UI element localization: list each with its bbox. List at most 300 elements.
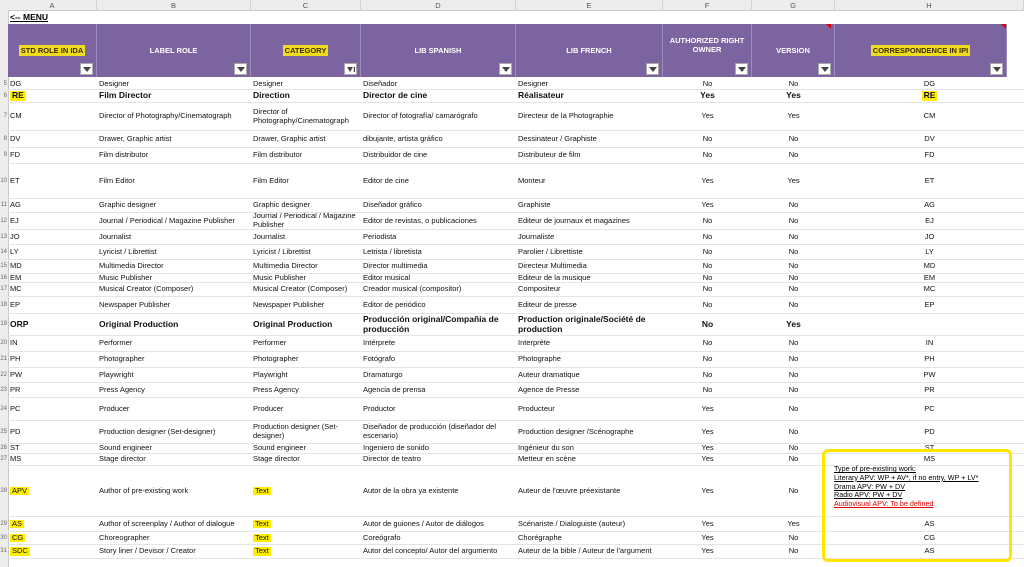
- row-number[interactable]: 7: [3, 113, 7, 119]
- cell-label-role[interactable]: [97, 297, 251, 313]
- cell-ipi[interactable]: [835, 80, 1024, 89]
- cell-authorized[interactable]: [663, 148, 752, 163]
- cell-lib-french[interactable]: [516, 103, 663, 130]
- row-number[interactable]: 25: [0, 428, 7, 435]
- cell-std-role[interactable]: [8, 383, 97, 397]
- cell-authorized[interactable]: [663, 352, 752, 367]
- cell-lib-spanish[interactable]: [361, 545, 516, 558]
- chevron-down-icon: [502, 67, 510, 72]
- cell-ipi-text: EJ: [925, 215, 934, 225]
- cell-std-role[interactable]: [8, 274, 97, 282]
- row-number[interactable]: 24: [0, 405, 7, 412]
- cell-label-role[interactable]: [97, 466, 251, 516]
- header-version: [752, 24, 835, 77]
- row-number[interactable]: 18: [0, 301, 7, 308]
- cell-std-role[interactable]: [8, 532, 97, 544]
- filter-dropdown-std-role[interactable]: [80, 63, 93, 75]
- cell-authorized[interactable]: [663, 444, 752, 453]
- cell-authorized[interactable]: [663, 131, 752, 147]
- note-line: Radio APV: PW + DV: [834, 490, 903, 500]
- cell-std-role[interactable]: [8, 164, 97, 198]
- cell-category[interactable]: [251, 517, 361, 531]
- cell-label-role[interactable]: [97, 148, 251, 163]
- cell-authorized[interactable]: [663, 230, 752, 244]
- cell-label-role[interactable]: [97, 80, 251, 89]
- cell-lib-french[interactable]: [516, 260, 663, 273]
- cell-lib-french[interactable]: [516, 383, 663, 397]
- cell-authorized-text: No: [702, 284, 713, 294]
- cell-label-role[interactable]: [97, 131, 251, 147]
- cell-category[interactable]: [251, 245, 361, 259]
- cell-authorized[interactable]: [663, 164, 752, 198]
- cell-label-role[interactable]: [97, 336, 251, 351]
- cell-category[interactable]: [251, 90, 361, 102]
- cell-std-role[interactable]: [8, 444, 97, 453]
- cell-ipi[interactable]: [835, 90, 1024, 102]
- cell-std-role[interactable]: [8, 260, 97, 273]
- cell-authorized[interactable]: [663, 517, 752, 531]
- filter-dropdown-version[interactable]: [818, 63, 831, 75]
- row-number[interactable]: 29: [0, 520, 7, 527]
- cell-version-text: Yes: [786, 318, 801, 329]
- chevron-down-icon: [738, 67, 746, 72]
- cell-std-role[interactable]: [8, 517, 97, 531]
- cell-lib-spanish[interactable]: [361, 245, 516, 259]
- cell-version-text: No: [788, 150, 799, 160]
- cell-std-role[interactable]: [8, 352, 97, 367]
- row-number[interactable]: 28: [0, 487, 7, 494]
- cell-category[interactable]: [251, 532, 361, 544]
- cell-version[interactable]: [752, 314, 835, 335]
- table-row: [8, 297, 1024, 314]
- cell-lib-french[interactable]: [516, 80, 663, 89]
- cell-lib-spanish-text: Director de teatro: [363, 454, 421, 464]
- cell-std-role[interactable]: [8, 297, 97, 313]
- row-number[interactable]: 22: [0, 371, 7, 378]
- cell-lib-spanish[interactable]: [361, 297, 516, 313]
- cell-std-role[interactable]: [8, 245, 97, 259]
- cell-std-role[interactable]: [8, 213, 97, 229]
- cell-lib-spanish[interactable]: [361, 80, 516, 89]
- cell-category[interactable]: [251, 444, 361, 453]
- column-letter-c[interactable]: C: [251, 0, 361, 11]
- row-number[interactable]: 26: [0, 445, 7, 451]
- cell-std-role[interactable]: [8, 148, 97, 163]
- cell-authorized-text: No: [702, 133, 713, 143]
- cell-category[interactable]: [251, 368, 361, 382]
- cell-authorized[interactable]: [663, 199, 752, 212]
- cell-lib-spanish-text: Editor de periódico: [363, 299, 426, 309]
- cell-ipi[interactable]: [835, 398, 1024, 420]
- cell-std-role[interactable]: [8, 283, 97, 296]
- cell-category[interactable]: [251, 421, 361, 443]
- row-number[interactable]: 12: [0, 217, 7, 224]
- cell-label-role-text: Stage director: [99, 454, 146, 464]
- row-number[interactable]: 19: [0, 321, 7, 327]
- cell-version[interactable]: [752, 398, 835, 420]
- cell-std-role[interactable]: [8, 398, 97, 420]
- cell-lib-spanish-text: Editor de revistas, o publicaciones: [363, 215, 477, 225]
- cell-std-role[interactable]: [8, 336, 97, 351]
- cell-label-role[interactable]: [97, 199, 251, 212]
- cell-std-role[interactable]: [8, 454, 97, 465]
- cell-ipi[interactable]: [835, 103, 1024, 130]
- cell-std-role[interactable]: [8, 131, 97, 147]
- cell-version[interactable]: [752, 274, 835, 282]
- cell-lib-french[interactable]: [516, 274, 663, 282]
- row-number[interactable]: 23: [0, 386, 7, 393]
- cell-ipi[interactable]: [835, 421, 1024, 443]
- cell-authorized-text: Yes: [701, 175, 714, 185]
- cell-category[interactable]: [251, 314, 361, 335]
- row-number[interactable]: 10: [0, 177, 7, 184]
- cell-lib-spanish[interactable]: [361, 444, 516, 453]
- cell-lib-french[interactable]: [516, 230, 663, 244]
- cell-version[interactable]: [752, 421, 835, 443]
- filter-dropdown-lib-french[interactable]: [646, 63, 659, 75]
- cell-std-role-text: PD: [10, 426, 21, 436]
- cell-version[interactable]: [752, 148, 835, 163]
- cell-version-text: No: [788, 231, 799, 241]
- cell-lib-spanish[interactable]: [361, 283, 516, 296]
- cell-lib-spanish[interactable]: [361, 199, 516, 212]
- cell-category[interactable]: [251, 545, 361, 558]
- cell-category-text: Multimedia Director: [253, 261, 318, 271]
- cell-lib-french[interactable]: [516, 148, 663, 163]
- row-number[interactable]: 15: [0, 263, 7, 269]
- cell-std-role-text: ET: [10, 175, 20, 185]
- cell-authorized-text: Yes: [701, 518, 714, 528]
- cell-label-role[interactable]: [97, 213, 251, 229]
- filter-dropdown-authorized[interactable]: [735, 63, 748, 75]
- cell-label-role[interactable]: [97, 545, 251, 558]
- cell-ipi[interactable]: [835, 199, 1024, 212]
- cell-version[interactable]: [752, 283, 835, 296]
- cell-category-text: Production designer (Set-designer): [253, 422, 339, 440]
- cell-authorized[interactable]: [663, 383, 752, 397]
- cell-label-role[interactable]: [97, 164, 251, 198]
- cell-label-role[interactable]: [97, 230, 251, 244]
- cell-category[interactable]: [251, 164, 361, 198]
- cell-ipi[interactable]: [835, 230, 1024, 244]
- row-number[interactable]: 20: [0, 340, 7, 346]
- cell-lib-french[interactable]: [516, 517, 663, 531]
- cell-label-role-text: Story liner / Devisor / Creator: [99, 546, 196, 556]
- cell-ipi[interactable]: [835, 213, 1024, 229]
- cell-category[interactable]: [251, 80, 361, 89]
- cell-label-role[interactable]: [97, 398, 251, 420]
- cell-lib-french[interactable]: [516, 421, 663, 443]
- cell-lib-french[interactable]: [516, 90, 663, 102]
- cell-lib-spanish[interactable]: [361, 368, 516, 382]
- cell-version[interactable]: [752, 213, 835, 229]
- cell-std-role[interactable]: [8, 545, 97, 558]
- cell-lib-french[interactable]: [516, 199, 663, 212]
- cell-ipi[interactable]: [835, 383, 1024, 397]
- cell-ipi[interactable]: [835, 368, 1024, 382]
- cell-authorized[interactable]: [663, 80, 752, 89]
- cell-lib-french[interactable]: [516, 283, 663, 296]
- cell-ipi-text: EM: [923, 274, 936, 282]
- cell-version[interactable]: [752, 352, 835, 367]
- table-row: [8, 274, 1024, 283]
- cell-category[interactable]: [251, 283, 361, 296]
- cell-version[interactable]: [752, 103, 835, 130]
- cell-authorized[interactable]: [663, 532, 752, 544]
- cell-category[interactable]: [251, 398, 361, 420]
- cell-lib-french[interactable]: [516, 444, 663, 453]
- cell-version[interactable]: [752, 80, 835, 89]
- row-number[interactable]: 16: [0, 274, 7, 281]
- cell-category-text: Original Production: [253, 318, 333, 329]
- cell-authorized[interactable]: [663, 466, 752, 516]
- cell-category[interactable]: [251, 466, 361, 516]
- cell-lib-french[interactable]: [516, 466, 663, 516]
- filter-dropdown-label-role[interactable]: [234, 63, 247, 75]
- menu-link[interactable]: <-- MENU: [10, 12, 49, 22]
- cell-std-role[interactable]: [8, 314, 97, 335]
- cell-category[interactable]: [251, 383, 361, 397]
- row-number[interactable]: 17: [0, 286, 7, 292]
- column-letter-b[interactable]: B: [97, 0, 251, 11]
- cell-lib-french[interactable]: [516, 297, 663, 313]
- cell-std-role[interactable]: [8, 103, 97, 130]
- cell-ipi[interactable]: [835, 245, 1024, 259]
- cell-version-text: Yes: [787, 111, 800, 121]
- cell-lib-spanish-text: Distribuidor de cine: [363, 150, 428, 160]
- cell-version[interactable]: [752, 199, 835, 212]
- cell-lib-spanish[interactable]: [361, 398, 516, 420]
- filter-dropdown-lib-spanish[interactable]: [499, 63, 512, 75]
- cell-authorized-text: Yes: [701, 546, 714, 556]
- table-row: [8, 314, 1024, 336]
- cell-label-role[interactable]: [97, 444, 251, 453]
- cell-label-role[interactable]: [97, 352, 251, 367]
- row-number[interactable]: 27: [0, 456, 7, 462]
- cell-ipi-text: MD: [923, 261, 936, 271]
- cell-std-role[interactable]: [8, 230, 97, 244]
- cell-authorized[interactable]: [663, 336, 752, 351]
- cell-lib-french[interactable]: [516, 454, 663, 465]
- row-number[interactable]: 13: [0, 233, 7, 240]
- comment-indicator: [1001, 24, 1006, 29]
- cell-category[interactable]: [251, 260, 361, 273]
- sort-filter-dropdown-category[interactable]: [344, 63, 357, 75]
- row-number[interactable]: 9: [3, 152, 7, 158]
- cell-category[interactable]: [251, 352, 361, 367]
- cell-lib-spanish[interactable]: [361, 213, 516, 229]
- cell-lib-spanish[interactable]: [361, 383, 516, 397]
- cell-authorized[interactable]: [663, 274, 752, 282]
- cell-category[interactable]: [251, 454, 361, 465]
- column-letter-d[interactable]: D: [361, 0, 516, 11]
- cell-lib-spanish[interactable]: [361, 103, 516, 130]
- cell-version[interactable]: [752, 260, 835, 273]
- cell-lib-french-text: Editeur de presse: [518, 299, 577, 309]
- cell-authorized[interactable]: [663, 245, 752, 259]
- cell-authorized[interactable]: [663, 260, 752, 273]
- cell-category[interactable]: [251, 297, 361, 313]
- cell-version[interactable]: [752, 164, 835, 198]
- cell-lib-french[interactable]: [516, 336, 663, 351]
- cell-lib-spanish[interactable]: [361, 421, 516, 443]
- cell-category[interactable]: [251, 148, 361, 163]
- cell-category-text: Musical Creator (Composer): [253, 284, 348, 294]
- cell-lib-spanish[interactable]: [361, 517, 516, 531]
- cell-version[interactable]: [752, 368, 835, 382]
- cell-lib-spanish[interactable]: [361, 352, 516, 367]
- cell-authorized[interactable]: [663, 90, 752, 102]
- cell-version-text: No: [788, 384, 799, 394]
- row-number[interactable]: 8: [3, 135, 7, 142]
- row-number[interactable]: 6: [3, 92, 7, 99]
- row-number[interactable]: 11: [0, 202, 7, 208]
- cell-label-role[interactable]: [97, 103, 251, 130]
- cell-label-role[interactable]: [97, 383, 251, 397]
- cell-label-role[interactable]: [97, 245, 251, 259]
- cell-std-role[interactable]: [8, 90, 97, 102]
- note-line-red: Audiovisual APV: To be defined: [834, 499, 934, 509]
- cell-version[interactable]: [752, 245, 835, 259]
- cell-lib-spanish[interactable]: [361, 131, 516, 147]
- row-number[interactable]: 30: [0, 534, 7, 541]
- cell-category[interactable]: [251, 199, 361, 212]
- cell-authorized[interactable]: [663, 454, 752, 465]
- cell-version[interactable]: [752, 90, 835, 102]
- cell-std-role[interactable]: [8, 368, 97, 382]
- cell-label-role[interactable]: [97, 314, 251, 335]
- cell-lib-french[interactable]: [516, 164, 663, 198]
- cell-label-role[interactable]: [97, 368, 251, 382]
- cell-ipi[interactable]: [835, 148, 1024, 163]
- cell-ipi[interactable]: [835, 336, 1024, 351]
- column-letter-h[interactable]: H: [835, 0, 1024, 11]
- cell-lib-spanish[interactable]: [361, 336, 516, 351]
- cell-lib-spanish-text: Director multimedia: [363, 261, 428, 271]
- table-row: [8, 103, 1024, 131]
- cell-lib-french-text: Editeur de la musique: [518, 274, 591, 282]
- cell-ipi[interactable]: [835, 283, 1024, 296]
- column-letter-f[interactable]: F: [663, 0, 752, 11]
- cell-lib-spanish[interactable]: [361, 164, 516, 198]
- cell-label-role[interactable]: [97, 283, 251, 296]
- row-number[interactable]: 31: [0, 548, 7, 554]
- cell-label-role[interactable]: [97, 517, 251, 531]
- cell-category[interactable]: [251, 103, 361, 130]
- cell-category[interactable]: [251, 230, 361, 244]
- cell-authorized[interactable]: [663, 213, 752, 229]
- cell-std-role[interactable]: [8, 421, 97, 443]
- cell-lib-french[interactable]: [516, 245, 663, 259]
- row-number[interactable]: 5: [3, 81, 7, 87]
- cell-lib-french[interactable]: [516, 398, 663, 420]
- cell-label-role[interactable]: [97, 260, 251, 273]
- cell-category[interactable]: [251, 131, 361, 147]
- cell-authorized[interactable]: [663, 297, 752, 313]
- cell-std-role[interactable]: [8, 466, 97, 516]
- cell-label-role[interactable]: [97, 90, 251, 102]
- cell-lib-spanish-text: Editor musical: [363, 274, 411, 282]
- cell-lib-spanish[interactable]: [361, 454, 516, 465]
- cell-lib-french[interactable]: [516, 532, 663, 544]
- cell-version-text: No: [788, 133, 799, 143]
- cell-ipi[interactable]: [835, 297, 1024, 313]
- cell-std-role-text: AG: [10, 200, 21, 210]
- cell-label-role[interactable]: [97, 532, 251, 544]
- cell-lib-spanish[interactable]: [361, 148, 516, 163]
- cell-authorized[interactable]: [663, 283, 752, 296]
- cell-lib-spanish[interactable]: [361, 466, 516, 516]
- cell-ipi-text: CG: [923, 532, 936, 542]
- cell-ipi[interactable]: [835, 131, 1024, 147]
- cell-label-role[interactable]: [97, 274, 251, 282]
- cell-authorized[interactable]: [663, 103, 752, 130]
- cell-lib-spanish[interactable]: [361, 532, 516, 544]
- cell-authorized[interactable]: [663, 398, 752, 420]
- cell-lib-spanish[interactable]: [361, 90, 516, 102]
- cell-lib-french[interactable]: [516, 545, 663, 558]
- cell-lib-spanish[interactable]: [361, 314, 516, 335]
- cell-ipi[interactable]: [835, 274, 1024, 282]
- cell-authorized-text: No: [702, 338, 713, 348]
- cell-category[interactable]: [251, 336, 361, 351]
- cell-version[interactable]: [752, 383, 835, 397]
- cell-lib-spanish-text: Letrista / libretista: [363, 246, 422, 256]
- filter-dropdown-ipi[interactable]: [990, 63, 1003, 75]
- cell-category-text: Director of Photography/Cinematograph: [253, 106, 349, 125]
- cell-lib-french-text: Metteur en scène: [518, 454, 576, 464]
- cell-ipi[interactable]: [835, 314, 1024, 335]
- cell-category[interactable]: [251, 213, 361, 229]
- cell-category[interactable]: [251, 274, 361, 282]
- cell-std-role[interactable]: [8, 199, 97, 212]
- cell-lib-french[interactable]: [516, 352, 663, 367]
- cell-lib-spanish[interactable]: [361, 260, 516, 273]
- cell-version[interactable]: [752, 131, 835, 147]
- cell-authorized[interactable]: [663, 545, 752, 558]
- column-letter-g[interactable]: G: [752, 0, 835, 11]
- cell-version[interactable]: [752, 297, 835, 313]
- cell-lib-spanish-text: dibujante, artista gráfico: [363, 133, 443, 143]
- cell-lib-french[interactable]: [516, 213, 663, 229]
- cell-version[interactable]: [752, 230, 835, 244]
- cell-label-role[interactable]: [97, 454, 251, 465]
- cell-std-role[interactable]: [8, 80, 97, 89]
- cell-lib-spanish-text: Agencia de prensa: [363, 384, 426, 394]
- cell-authorized[interactable]: [663, 314, 752, 335]
- cell-lib-french[interactable]: [516, 314, 663, 335]
- cell-version[interactable]: [752, 336, 835, 351]
- cell-label-role[interactable]: [97, 421, 251, 443]
- cell-ipi[interactable]: [835, 352, 1024, 367]
- table-row: [8, 131, 1024, 148]
- cell-authorized[interactable]: [663, 421, 752, 443]
- column-letter-a[interactable]: A: [8, 0, 97, 11]
- row-number[interactable]: 14: [0, 248, 7, 255]
- cell-lib-french-text: Production designer /Scénographe: [518, 426, 634, 436]
- row-number[interactable]: 21: [0, 356, 7, 362]
- cell-lib-spanish[interactable]: [361, 274, 516, 282]
- cell-lib-spanish[interactable]: [361, 230, 516, 244]
- cell-lib-french[interactable]: [516, 368, 663, 382]
- column-letter-e[interactable]: E: [516, 0, 663, 11]
- cell-ipi[interactable]: [835, 164, 1024, 198]
- cell-lib-french[interactable]: [516, 131, 663, 147]
- cell-ipi[interactable]: [835, 260, 1024, 273]
- cell-version-text: No: [788, 403, 799, 413]
- sort-filter-icon: [347, 67, 355, 72]
- cell-authorized[interactable]: [663, 368, 752, 382]
